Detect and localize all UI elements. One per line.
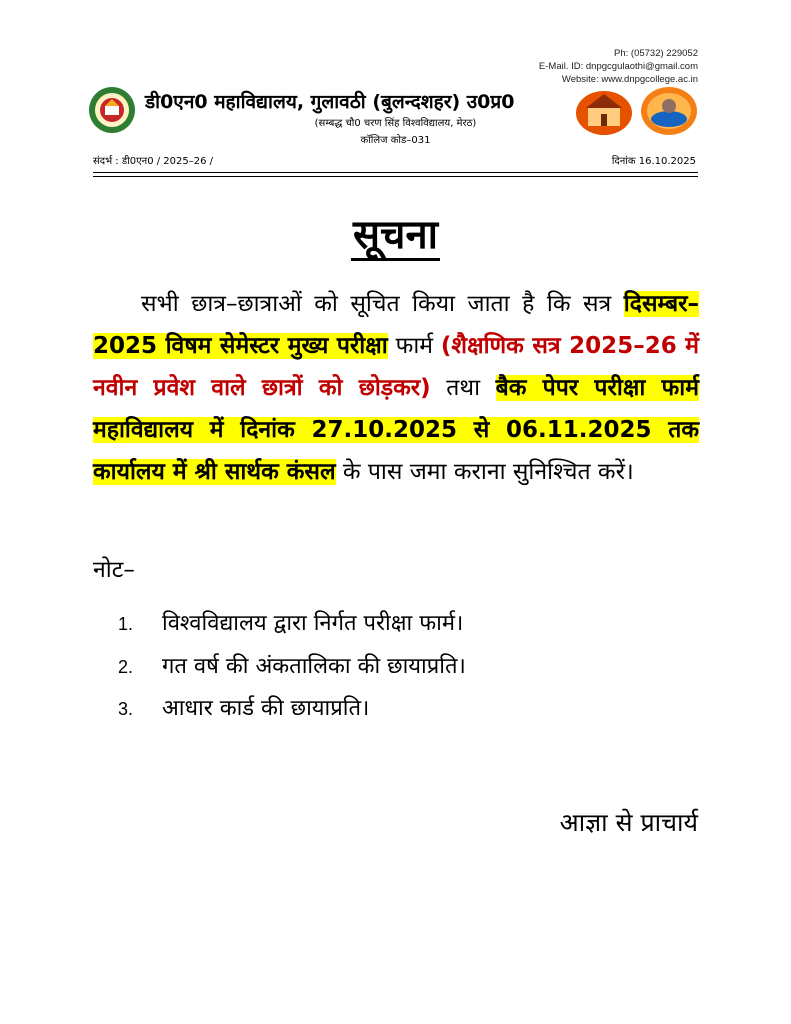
body-text-2: फार्म (395, 333, 434, 359)
note-item-number: 1. (118, 614, 134, 634)
note-item (118, 692, 369, 722)
note-item-number: 2. (118, 657, 134, 677)
affiliation: (सम्बद्ध चौ0 चरण सिंह विश्वविद्यालय, मेरठ) (314, 118, 477, 129)
backpaper-highlight: बैक पेपर परीक्षा फार्म महाविद्यालय में दिनांक 27.10.2025 से 06.11.2025 तक कार्यालय में श्री सार्थक कंसल (93, 375, 699, 485)
header-divider-2 (93, 176, 698, 177)
body-text-4: के पास जमा कराना सुनिश्चित करें। (342, 459, 634, 485)
exemption-note: (शैक्षणिक सत्र 2025–26 में नवीन प्रवेश वाले छात्रों को छोड़कर) (93, 333, 700, 401)
notice-date: दिनांक 16.10.2025 (611, 156, 696, 167)
website-url: Website: www.dnpgcollege.ac.in (561, 74, 698, 85)
exam-highlight: दिसम्बर–2025 विषम सेमेस्टर मुख्य परीक्षा (93, 291, 700, 359)
note-item-number: 3. (118, 699, 134, 719)
notice-title: सूचना (0, 205, 791, 260)
principal-signature: आज्ञा से प्राचार्य (559, 808, 698, 837)
reference-number: संदर्भ : डी0एन0 / 2025–26 / (93, 156, 214, 167)
email-address: E-Mail. ID: dnpgcgulaothi@gmail.com (538, 61, 698, 72)
phone-number: Ph: (05732) 229052 (614, 48, 698, 59)
note-item-text: विश्वविद्यालय द्वारा निर्गत परीक्षा फार्म। (162, 611, 464, 636)
deity-image-icon (640, 86, 698, 136)
note-item (118, 650, 466, 680)
header-divider (93, 172, 698, 173)
temple-emblem-icon (574, 86, 634, 136)
college-code: कॉलिज कोड–031 (360, 135, 431, 146)
note-item-text: गत वर्ष की अंकतालिका की छायाप्रति। (162, 654, 466, 679)
college-name: डी0एन0 महाविद्यालय, गुलावठी (बुलन्दशहर) उ0प्र0 (145, 91, 515, 113)
note-item (118, 607, 463, 637)
body-text-3: तथा (446, 375, 481, 401)
note-item-text: आधार कार्ड की छायाप्रति। (162, 696, 370, 721)
note-heading: नोट– (93, 557, 135, 583)
body-text-1: सभी छात्र–छात्राओं को सूचित किया जाता है कि सत्र (141, 291, 612, 317)
notice-body (93, 283, 699, 493)
